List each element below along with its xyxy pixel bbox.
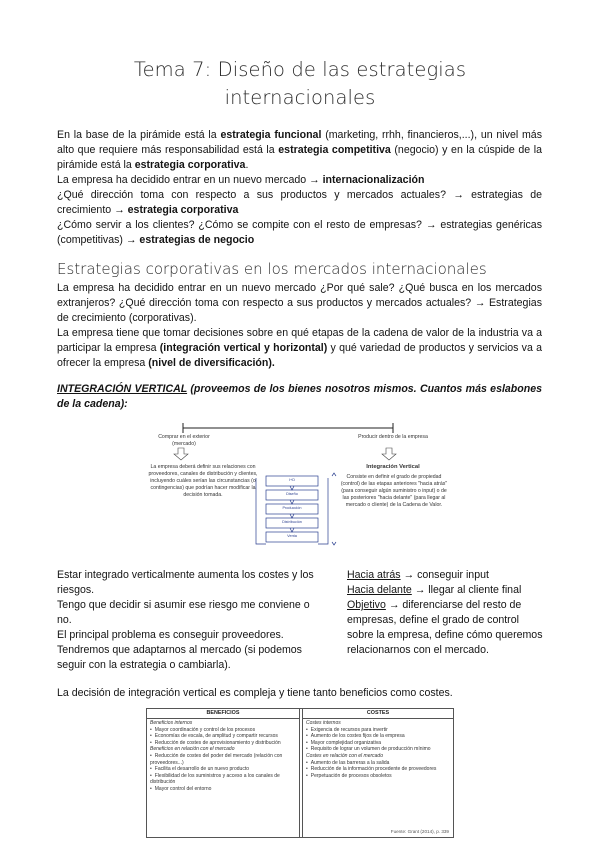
section-paragraph-1: La empresa ha decidido entrar en un nuevo mercado ¿Por qué sale? ¿Qué busca en los mercados extranjeros? ¿Qué dirección toma con respecto a sus productos y mercados actuales? → Estrategias de crecimiento (corporativas).	[57, 282, 542, 324]
left-explanation: La empresa deberá definir sus relaciones con proveedores, canales de distribución y clientes, incluyendo cuáles serían las circunstancias (o contingencias) que podrían hacer modificar la decisión tomada.	[148, 464, 258, 498]
benefits-column	[147, 719, 299, 794]
vertical-integration-diagram	[148, 418, 458, 552]
benefits-market-heading: Beneficios en relación con el mercado	[150, 746, 235, 753]
chain-label-1: I+D	[288, 478, 295, 482]
right-note-forward: Hacia delante → llegar al cliente final	[347, 584, 522, 596]
left-note-1: Estar integrado verticalmente aumenta los costes y los riesgos.	[57, 569, 314, 596]
right-notes-column	[347, 568, 547, 658]
cost-item: • Reducción de la información procedente de proveedores	[306, 766, 450, 773]
cost-item: • Exigencia de recursos para invertir	[306, 727, 450, 734]
title-line-2: internacionales	[224, 86, 376, 109]
benefits-header: BENEFICIOS	[147, 709, 299, 719]
chain-label-4: Distribución	[282, 520, 302, 524]
chain-label-3: Producción	[282, 506, 302, 510]
benefit-item: • Mayor coordinación y control de los procesos	[150, 727, 296, 734]
left-notes-column	[57, 568, 322, 673]
title-line-1: Tema 7: Diseño de las estrategias	[133, 58, 467, 81]
cost-item: • Perpetuación de procesos obsoletos	[306, 773, 450, 780]
vertical-integration-title: Integración Vertical	[366, 464, 420, 470]
closing-sentence: La decisión de integración vertical es compleja y tiene tanto beneficios como costes.	[57, 687, 453, 699]
costs-internal-heading: Costes internos	[306, 720, 341, 726]
right-note-objective: Objetivo → diferenciarse del resto de empresas, define el grado de control sobre la empresa, define cómo queremos relacionarnos con el mercado.	[347, 599, 543, 656]
benefit-item: • Facilita el desarrollo de un nuevo producto	[150, 766, 296, 773]
cost-item: • Aumento de los costes fijos de la empresa	[306, 733, 450, 740]
benefit-item: • Mayor control del entorno	[150, 786, 296, 793]
buy-externally-label: Comprar en el exterior (mercado)	[158, 434, 210, 447]
benefit-item: • Reducción de costes de aprovisionamiento y distribución	[150, 740, 296, 747]
section-body	[57, 281, 542, 371]
intro-paragraph-2: La empresa ha decidido entrar en un nuevo mercado → internacionalización	[57, 174, 425, 186]
chain-label-2: Diseño	[286, 492, 298, 496]
down-arrow-left-icon	[174, 448, 188, 460]
right-explanation: Consiste en definir el grado de propiedad (control) de las etapas anteriores "hacia atrás" (para conseguir algún suministro o input) o de las posteriores "hacia delante" (para llegar al mercado o cliente) de la Cadena de Valor.	[340, 474, 448, 508]
page-title	[0, 56, 600, 112]
cost-item: • Mayor complejidad organizativa	[306, 740, 450, 747]
benefits-costs-table	[146, 708, 454, 838]
benefit-item: • Reducción de costes del poder del mercado (relación con proveedores...)	[150, 753, 296, 766]
intro-section	[57, 128, 542, 248]
cost-item: • Requisito de lograr un volumen de producción mínimo	[306, 746, 450, 753]
costs-market-heading: Costes en relación con el mercado	[306, 752, 383, 759]
benefits-internal-heading: Beneficios internos	[150, 720, 193, 726]
section-heading: Estrategias corporativas en los mercados internacionales	[57, 260, 487, 278]
left-note-3: El principal problema es conseguir proveedores.	[57, 629, 284, 641]
benefit-item: • Flexibilidad de los suministros y acceso a los canales de distribución	[150, 773, 296, 786]
intro-paragraph-1: En la base de la pirámide está la estrategia funcional (marketing, rrhh, financieros,...), un nivel más alto que requiere más responsabilidad está la estrategia competitiva (negocio) y en la cúspide de la pirámide está la estrategia corporativa.	[57, 129, 543, 171]
intro-paragraph-3: ¿Qué dirección toma con respecto a sus productos y mercados actuales? → estrategias de crecimiento → estrategia corporativa	[57, 189, 542, 216]
intro-paragraph-4: ¿Cómo servir a los clientes? ¿Cómo se compite con el resto de empresas? → estrategias genéricas (competitivas) → estrategias de negocio	[57, 219, 542, 246]
vertical-integration-heading: INTEGRACIÓN VERTICAL (proveemos de los bienes nosotros mismos. Cuantos más eslabones de la cadena):	[57, 383, 542, 410]
down-arrow-right-icon	[382, 448, 396, 460]
chain-label-5: Venta	[287, 534, 297, 538]
right-note-backward: Hacia atrás → conseguir input	[347, 569, 489, 581]
table-source-credit: Fuente: Grant (2014), p. 339	[390, 829, 449, 835]
left-note-4: Tendremos que adaptarnos al mercado (si podemos seguir con la estrategia o cambiarla).	[57, 644, 302, 671]
produce-internally-label: Producir dentro de la empresa	[358, 434, 428, 440]
costs-column	[303, 719, 453, 780]
left-note-2: Tengo que decidir si asumir ese riesgo me conviene o no.	[57, 599, 310, 626]
cost-item: • Aumento de las barreras a la salida	[306, 760, 450, 767]
section-paragraph-2: La empresa tiene que tomar decisiones sobre en qué etapas de la cadena de valor de la industria va a participar la empresa (integración vertical y horizontal) y qué variedad de productos y servicios va a ofrecer la empresa (nivel de diversificación).	[57, 327, 542, 369]
benefit-item: • Economías de escala, de amplitud y compartir recursos	[150, 733, 296, 740]
costs-header: COSTES	[303, 709, 453, 719]
